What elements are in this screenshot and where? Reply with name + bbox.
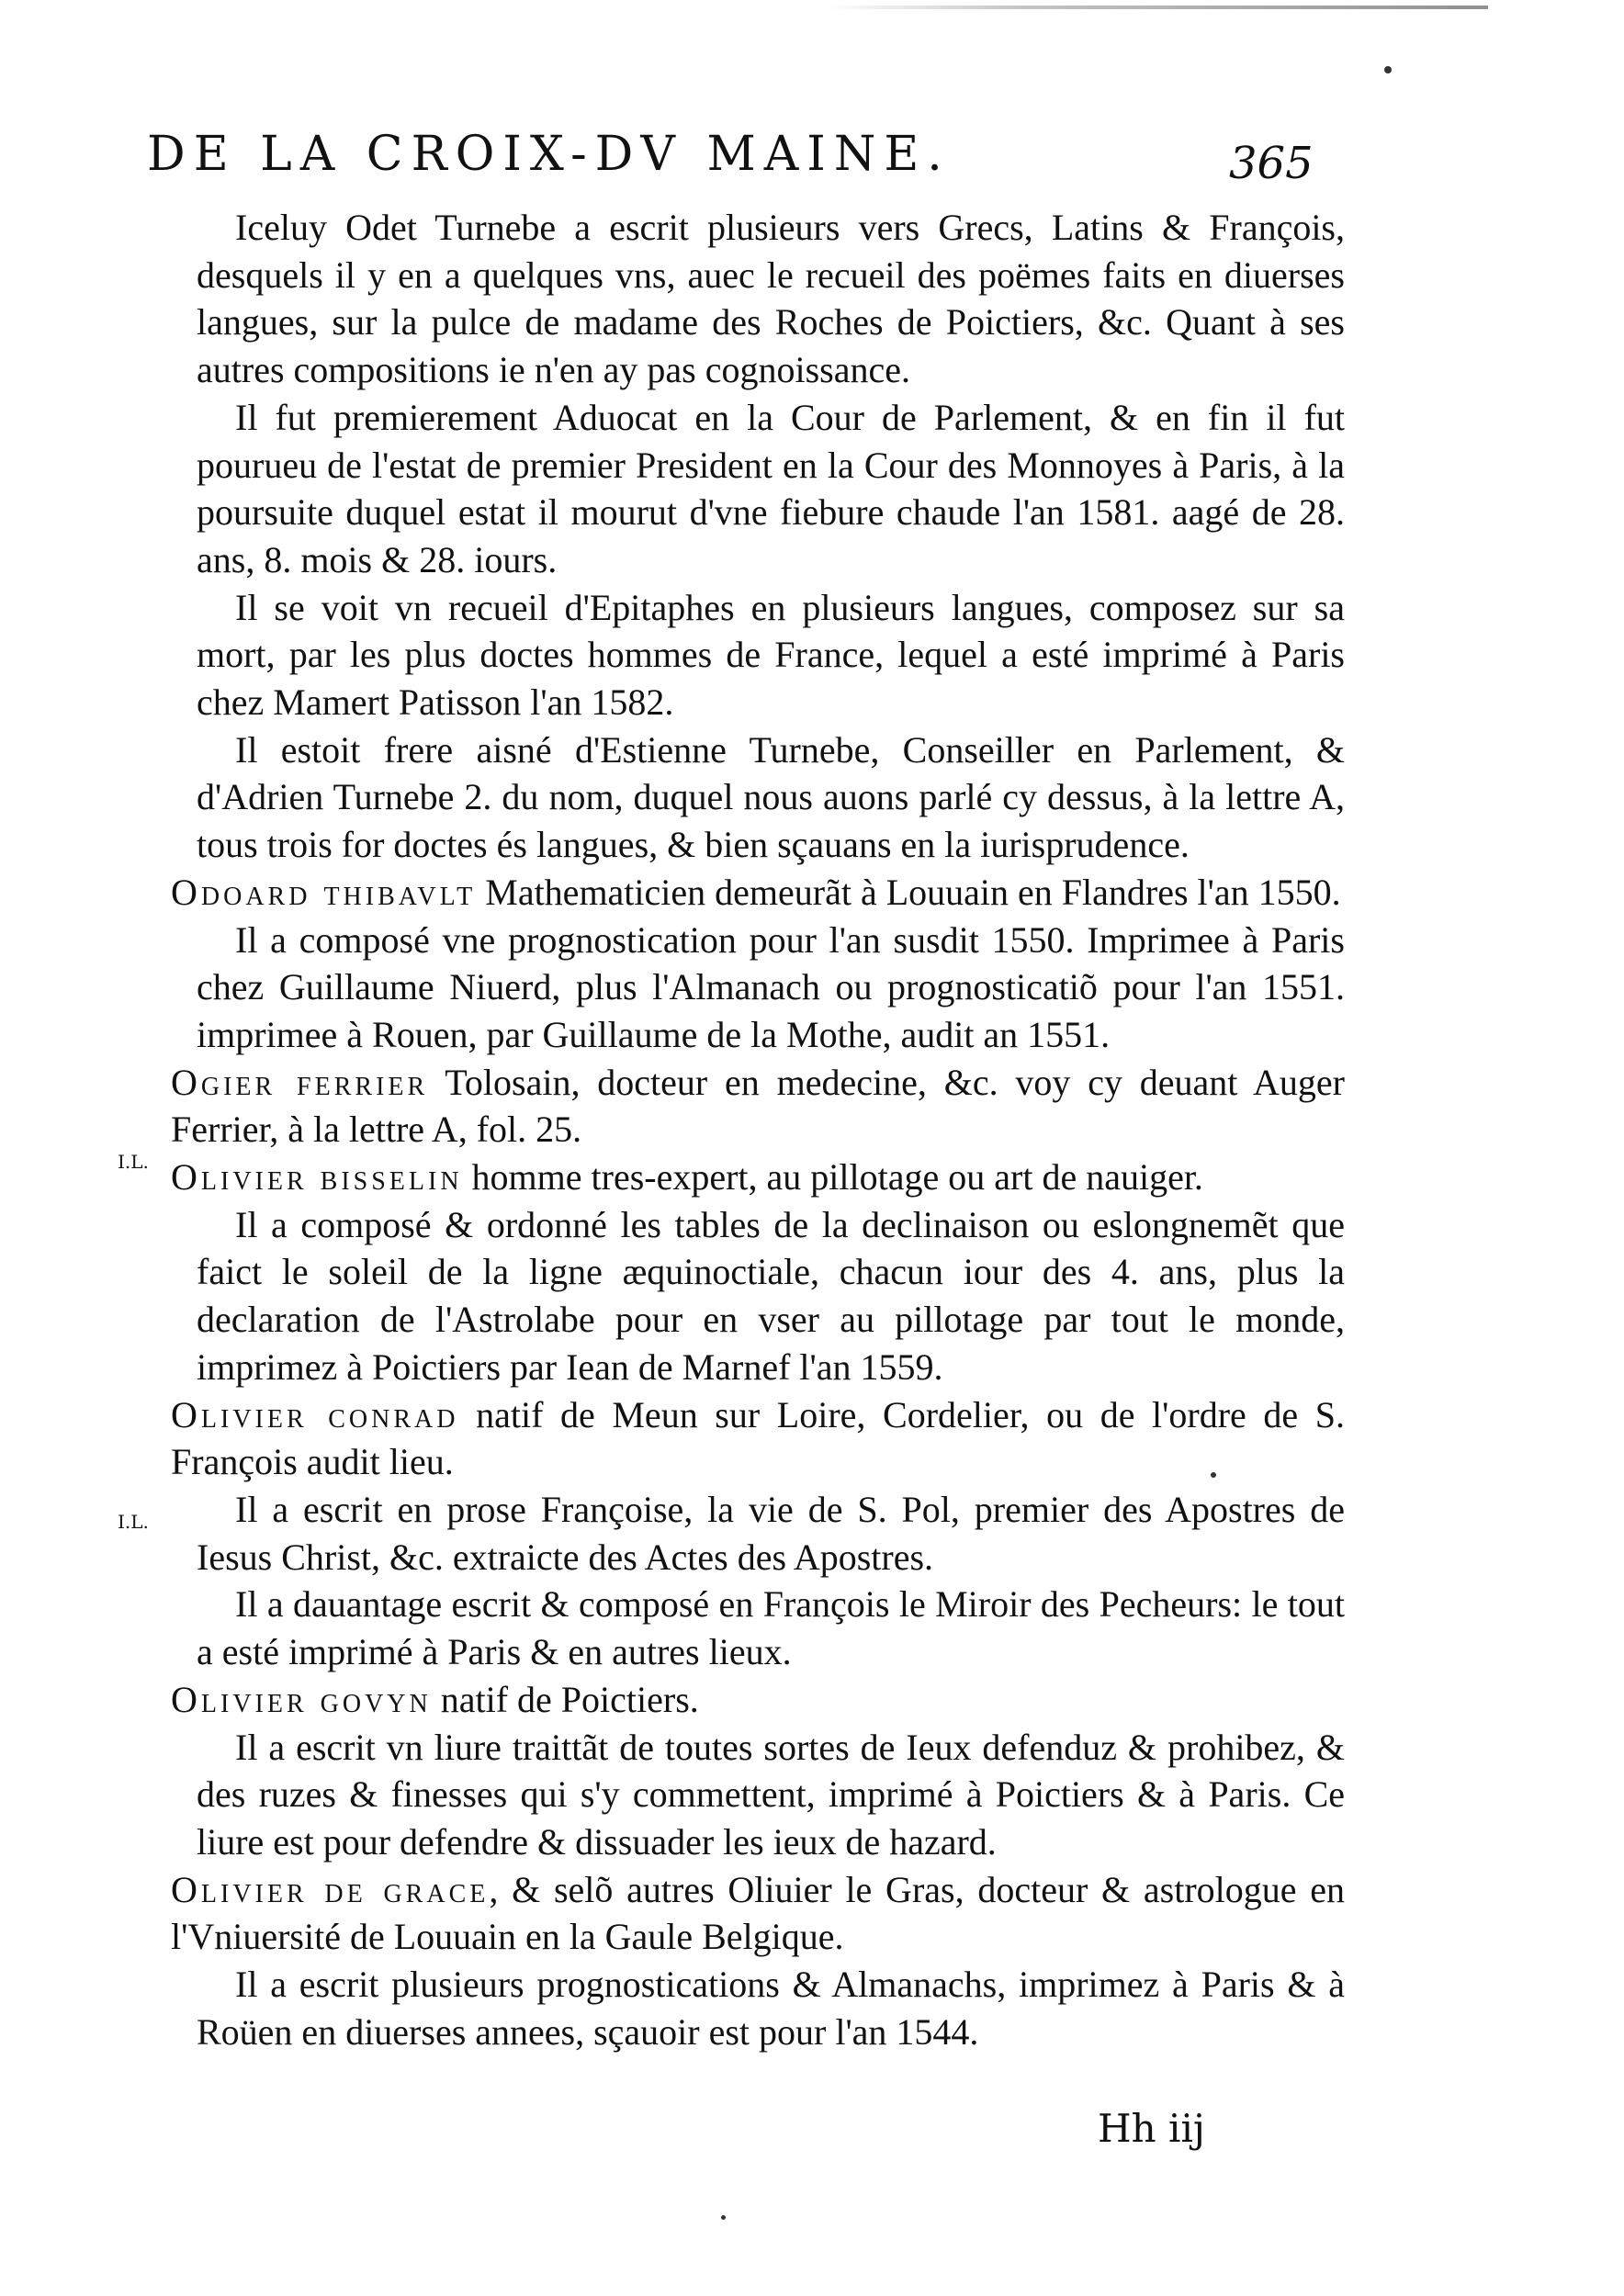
entry-text: natif de Poictiers. (431, 1678, 699, 1720)
entry-paragraph (171, 1059, 1345, 1154)
entry-lemma: Odoard thibavlt (171, 871, 477, 913)
entry-lemma: Olivier govyn (171, 1678, 432, 1720)
entry-text: Mathematicien demeurãt à Louuain en Flandres l'an 1550. (476, 871, 1341, 913)
scan-edge-mark (827, 6, 1488, 9)
paragraph: Il a escrit en prose Françoise, la vie de S. Pol, premier des Apostres de Iesus Christ, &c. extraicte des Actes des Apostres. (197, 1488, 1345, 1578)
page-number: 365 (1229, 138, 1314, 189)
paragraph: Iceluy Odet Turnebe a escrit plusieurs vers Grecs, Latins & François, desquels il y en a quelques vns, auec le recueil des poëmes faits en diuerses langues, sur la pulce de madame des Roches de Poictiers, &c. Quant à ses autres compositions ie n'en ay pas cognoissance. (197, 207, 1345, 391)
ink-speck (1211, 1472, 1216, 1478)
ink-speck (1384, 66, 1392, 73)
margin-note: I.L. (118, 1151, 149, 1173)
paragraph: Il estoit frere aisné d'Estienne Turnebe, Conseiller en Parlement, & d'Adrien Turnebe 2. du nom, duquel nous auons parlé cy dessus, à la lettre A, tous trois for doctes és langues, & bien sçauans en la iurisprudence. (197, 728, 1345, 866)
entry-text: Tolosain, docteur en medecine, &c. voy cy deuant Auger Ferrier, à la lettre A, fol. 25. (171, 1061, 1345, 1151)
paragraph: Il se voit vn recueil d'Epitaphes en plusieurs langues, composez sur sa mort, par les plus doctes hommes de France, lequel a esté imprimé à Paris chez Mamert Patisson l'an 1582. (197, 586, 1345, 724)
entry-text: homme tres-expert, au pillotage ou art de nauiger. (462, 1156, 1203, 1199)
entry-text: , & selõ autres Oliuier le Gras, docteur & astrologue en l'Vniuersité de Louuain en la Gaule Belgique. (171, 1868, 1345, 1958)
entry-lemma: Olivier bisselin (171, 1156, 463, 1199)
entry-paragraph (171, 1154, 1345, 1201)
entry-paragraph (171, 1676, 1345, 1724)
ink-speck (721, 2215, 726, 2220)
paragraph: Il a dauantage escrit & composé en François le Miroir des Pecheurs: le tout a esté imprimé à Paris & en autres lieux. (197, 1583, 1345, 1673)
entry-text: natif de Meun sur Loire, Cordelier, ou de l'ordre de S. François audit lieu. (171, 1393, 1345, 1483)
paragraph: Il a escrit vn liure traittãt de toutes sortes de Ieux defenduz & prohibez, & des ruzes & finesses qui s'y commettent, imprimé à Poictiers & à Paris. Ce liure est pour defendre & dissuader les ieux de hazard. (197, 1726, 1345, 1863)
paragraph: Il a composé vne prognostication pour l'an susdit 1550. Imprimee à Paris chez Guillaume Niuerd, plus l'Almanach ou prognosticatiõ pour l'an 1551. imprimee à Rouen, par Guillaume de la Mothe, audit an 1551. (197, 918, 1345, 1055)
body-text (171, 204, 1345, 2055)
paragraph: Il a composé & ordonné les tables de la declinaison ou eslongnemẽt que faict le soleil de la ligne æquinoctiale, chacun iour des 4. ans, plus la declaration de l'Astrolabe pour en vser au pillotage par tout le monde, imprimez à Poictiers par Iean de Marnef l'an 1559. (197, 1203, 1345, 1388)
margin-note: I.L. (118, 1511, 149, 1533)
entry-lemma: Ogier ferrier (171, 1061, 429, 1103)
paragraph: Il fut premierement Aduocat en la Cour de Parlement, & en fin il fut pourueu de l'estat de premier President en la Cour des Monnoyes à Paris, à la poursuite duquel estat il mourut d'vne fiebure chaude l'an 1581. aagé de 28. ans, 8. mois & 28. iours. (197, 396, 1345, 580)
entry-lemma: Olivier de grace (171, 1868, 490, 1910)
entry-paragraph (171, 869, 1345, 917)
entry-paragraph (171, 1866, 1345, 1961)
paragraph: Il a escrit plusieurs prognostications & Almanachs, imprimez à Paris & à Roüen en diuerses annees, sçauoir est pour l'an 1544. (197, 1964, 1345, 2053)
entry-paragraph (171, 1391, 1345, 1486)
entry-lemma: Olivier conrad (171, 1393, 459, 1435)
signature-mark: Hh iij (1098, 2106, 1205, 2151)
running-title: DE LA CROIX-DV MAINE. (147, 127, 951, 182)
